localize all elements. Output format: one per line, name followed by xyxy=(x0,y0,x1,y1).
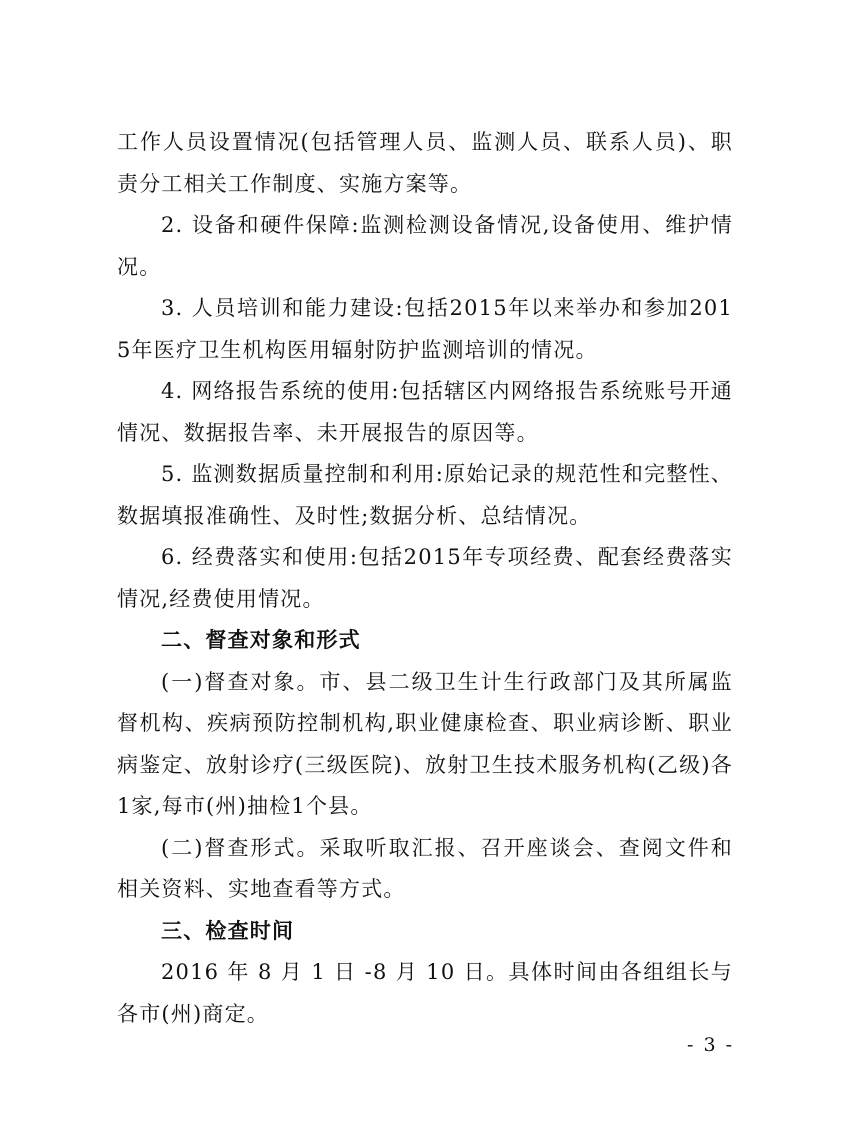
paragraph-inspection-forms: (二)督查形式。采取听取汇报、召开座谈会、查阅文件和相关资料、实地查看等方式。 xyxy=(117,835,733,901)
paragraph-staffing: 工作人员设置情况(包括管理人员、监测人员、联系人员)、职责分工相关工作制度、实施方案等。 xyxy=(117,130,733,196)
page-number: - 3 - xyxy=(686,1034,734,1056)
paragraph-inspection-dates: 2016 年 8 月 1 日 -8 月 10 日。具体时间由各组组长与各市(州)商定。 xyxy=(117,960,733,1026)
section-heading-targets-and-forms: 二、督查对象和形式 xyxy=(161,628,361,652)
paragraph-training: 3. 人员培训和能力建设:包括2015年以来举办和参加2015年医疗卫生机构医用辐射防护监测培训的情况。 xyxy=(117,296,733,362)
paragraph-funding: 6. 经费落实和使用:包括2015年专项经费、配套经费落实情况,经费使用情况。 xyxy=(117,545,733,611)
paragraph-data-quality: 5. 监测数据质量控制和利用:原始记录的规范性和完整性、数据填报准确性、及时性;数据分析、总结情况。 xyxy=(117,462,733,528)
paragraph-network-reporting: 4. 网络报告系统的使用:包括辖区内网络报告系统账号开通情况、数据报告率、未开展报告的原因等。 xyxy=(117,379,733,445)
paragraph-equipment: 2. 设备和硬件保障:监测检测设备情况,设备使用、维护情况。 xyxy=(117,213,733,279)
document-body xyxy=(117,122,733,1035)
section-heading-inspection-time: 三、检查时间 xyxy=(161,918,295,943)
paragraph-inspection-targets: (一)督查对象。市、县二级卫生计生行政部门及其所属监督机构、疾病预防控制机构,职业健康检查、职业病诊断、职业病鉴定、放射诊疗(三级医院)、放射卫生技术服务机构(乙级)各1家,每市(州)抽检1个县。 xyxy=(117,669,733,818)
